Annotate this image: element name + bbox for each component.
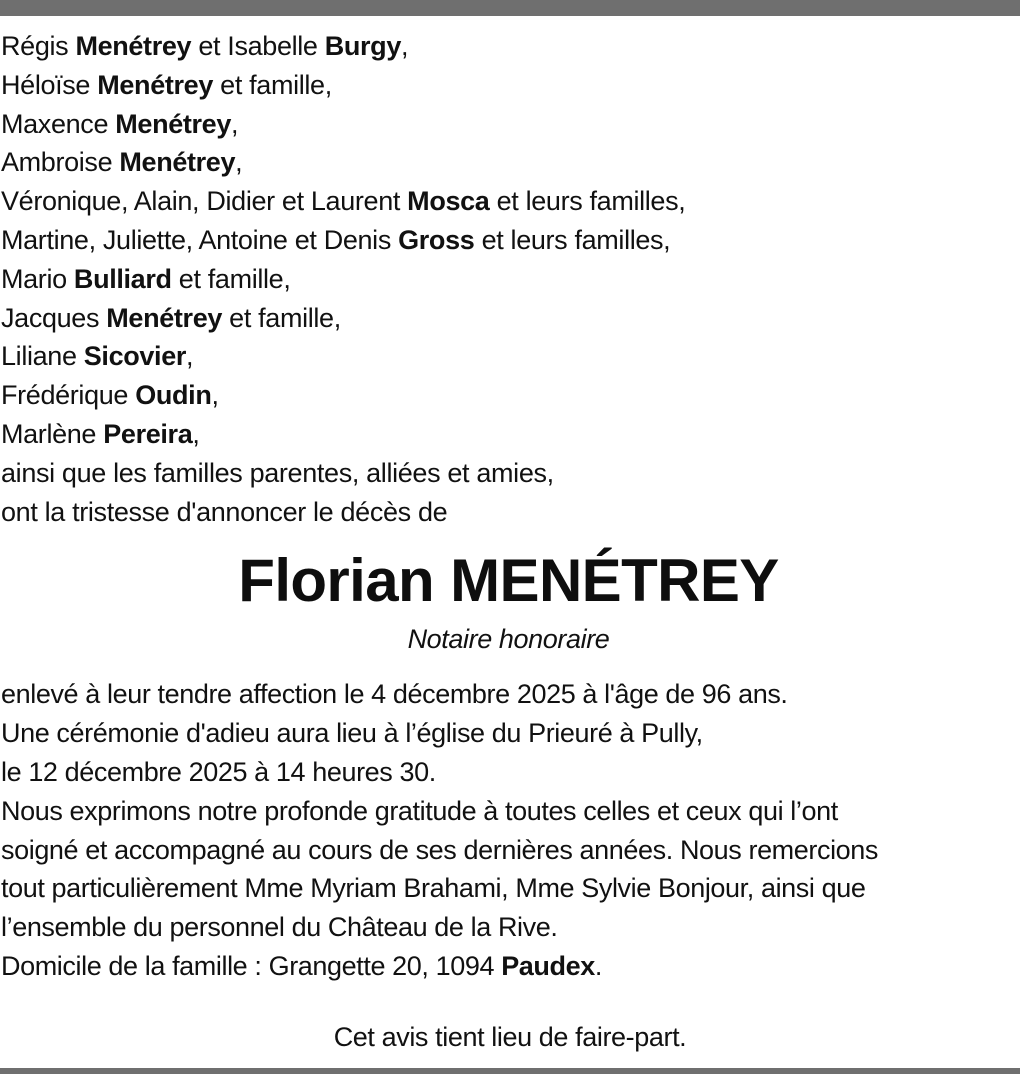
family-list bbox=[1, 27, 1016, 531]
body-line: enlevé à leur tendre affection le 4 décembre 2025 à l'âge de 96 ans. bbox=[1, 679, 788, 710]
deceased-title: Notaire honoraire bbox=[407, 624, 610, 655]
top-rule bbox=[0, 0, 1020, 16]
family-line: Mario Bulliard et famille, bbox=[1, 263, 291, 294]
closing-note: Cet avis tient lieu de faire-part. bbox=[333, 1022, 687, 1052]
family-line: Frédérique Oudin, bbox=[1, 380, 219, 411]
body-line: le 12 décembre 2025 à 14 heures 30. bbox=[1, 756, 436, 787]
family-line: Marlène Pereira, bbox=[1, 418, 200, 449]
family-line: Martine, Juliette, Antoine et Denis Gross et leurs familles, bbox=[1, 224, 671, 255]
family-line: Véronique, Alain, Didier et Laurent Mosca et leurs familles, bbox=[1, 186, 686, 217]
body-line: soigné et accompagné au cours de ses dernières années. Nous remercions bbox=[1, 834, 879, 865]
family-line: Maxence Menétrey, bbox=[1, 108, 239, 139]
family-line: Liliane Sicovier, bbox=[1, 341, 194, 372]
body-line: tout particulièrement Mme Myriam Brahami, Mme Sylvie Bonjour, ainsi que bbox=[1, 873, 866, 904]
family-line: Héloïse Menétrey et famille, bbox=[1, 69, 332, 100]
bottom-rule bbox=[0, 1068, 1020, 1074]
body-line: Une cérémonie d'adieu aura lieu à l’église du Prieuré à Pully, bbox=[1, 718, 703, 749]
family-line: Ambroise Menétrey, bbox=[1, 147, 243, 178]
obituary-notice bbox=[1, 27, 1016, 986]
announcement-line: ont la tristesse d'annoncer le décès de bbox=[1, 496, 448, 527]
family-line: Jacques Menétrey et famille, bbox=[1, 302, 341, 333]
allied-families-line: ainsi que les familles parentes, alliées et amies, bbox=[1, 457, 554, 488]
notice-body bbox=[1, 675, 1016, 985]
body-line: Nous exprimons notre profonde gratitude à toutes celles et ceux qui l’ont bbox=[1, 795, 838, 826]
body-line: l’ensemble du personnel du Château de la Rive. bbox=[1, 912, 558, 943]
deceased-name: Florian MENÉTREY bbox=[238, 547, 779, 615]
domicile-line: Domicile de la famille : Grangette 20, 1094 Paudex. bbox=[1, 950, 602, 981]
family-line: Régis Menétrey et Isabelle Burgy, bbox=[1, 31, 409, 61]
